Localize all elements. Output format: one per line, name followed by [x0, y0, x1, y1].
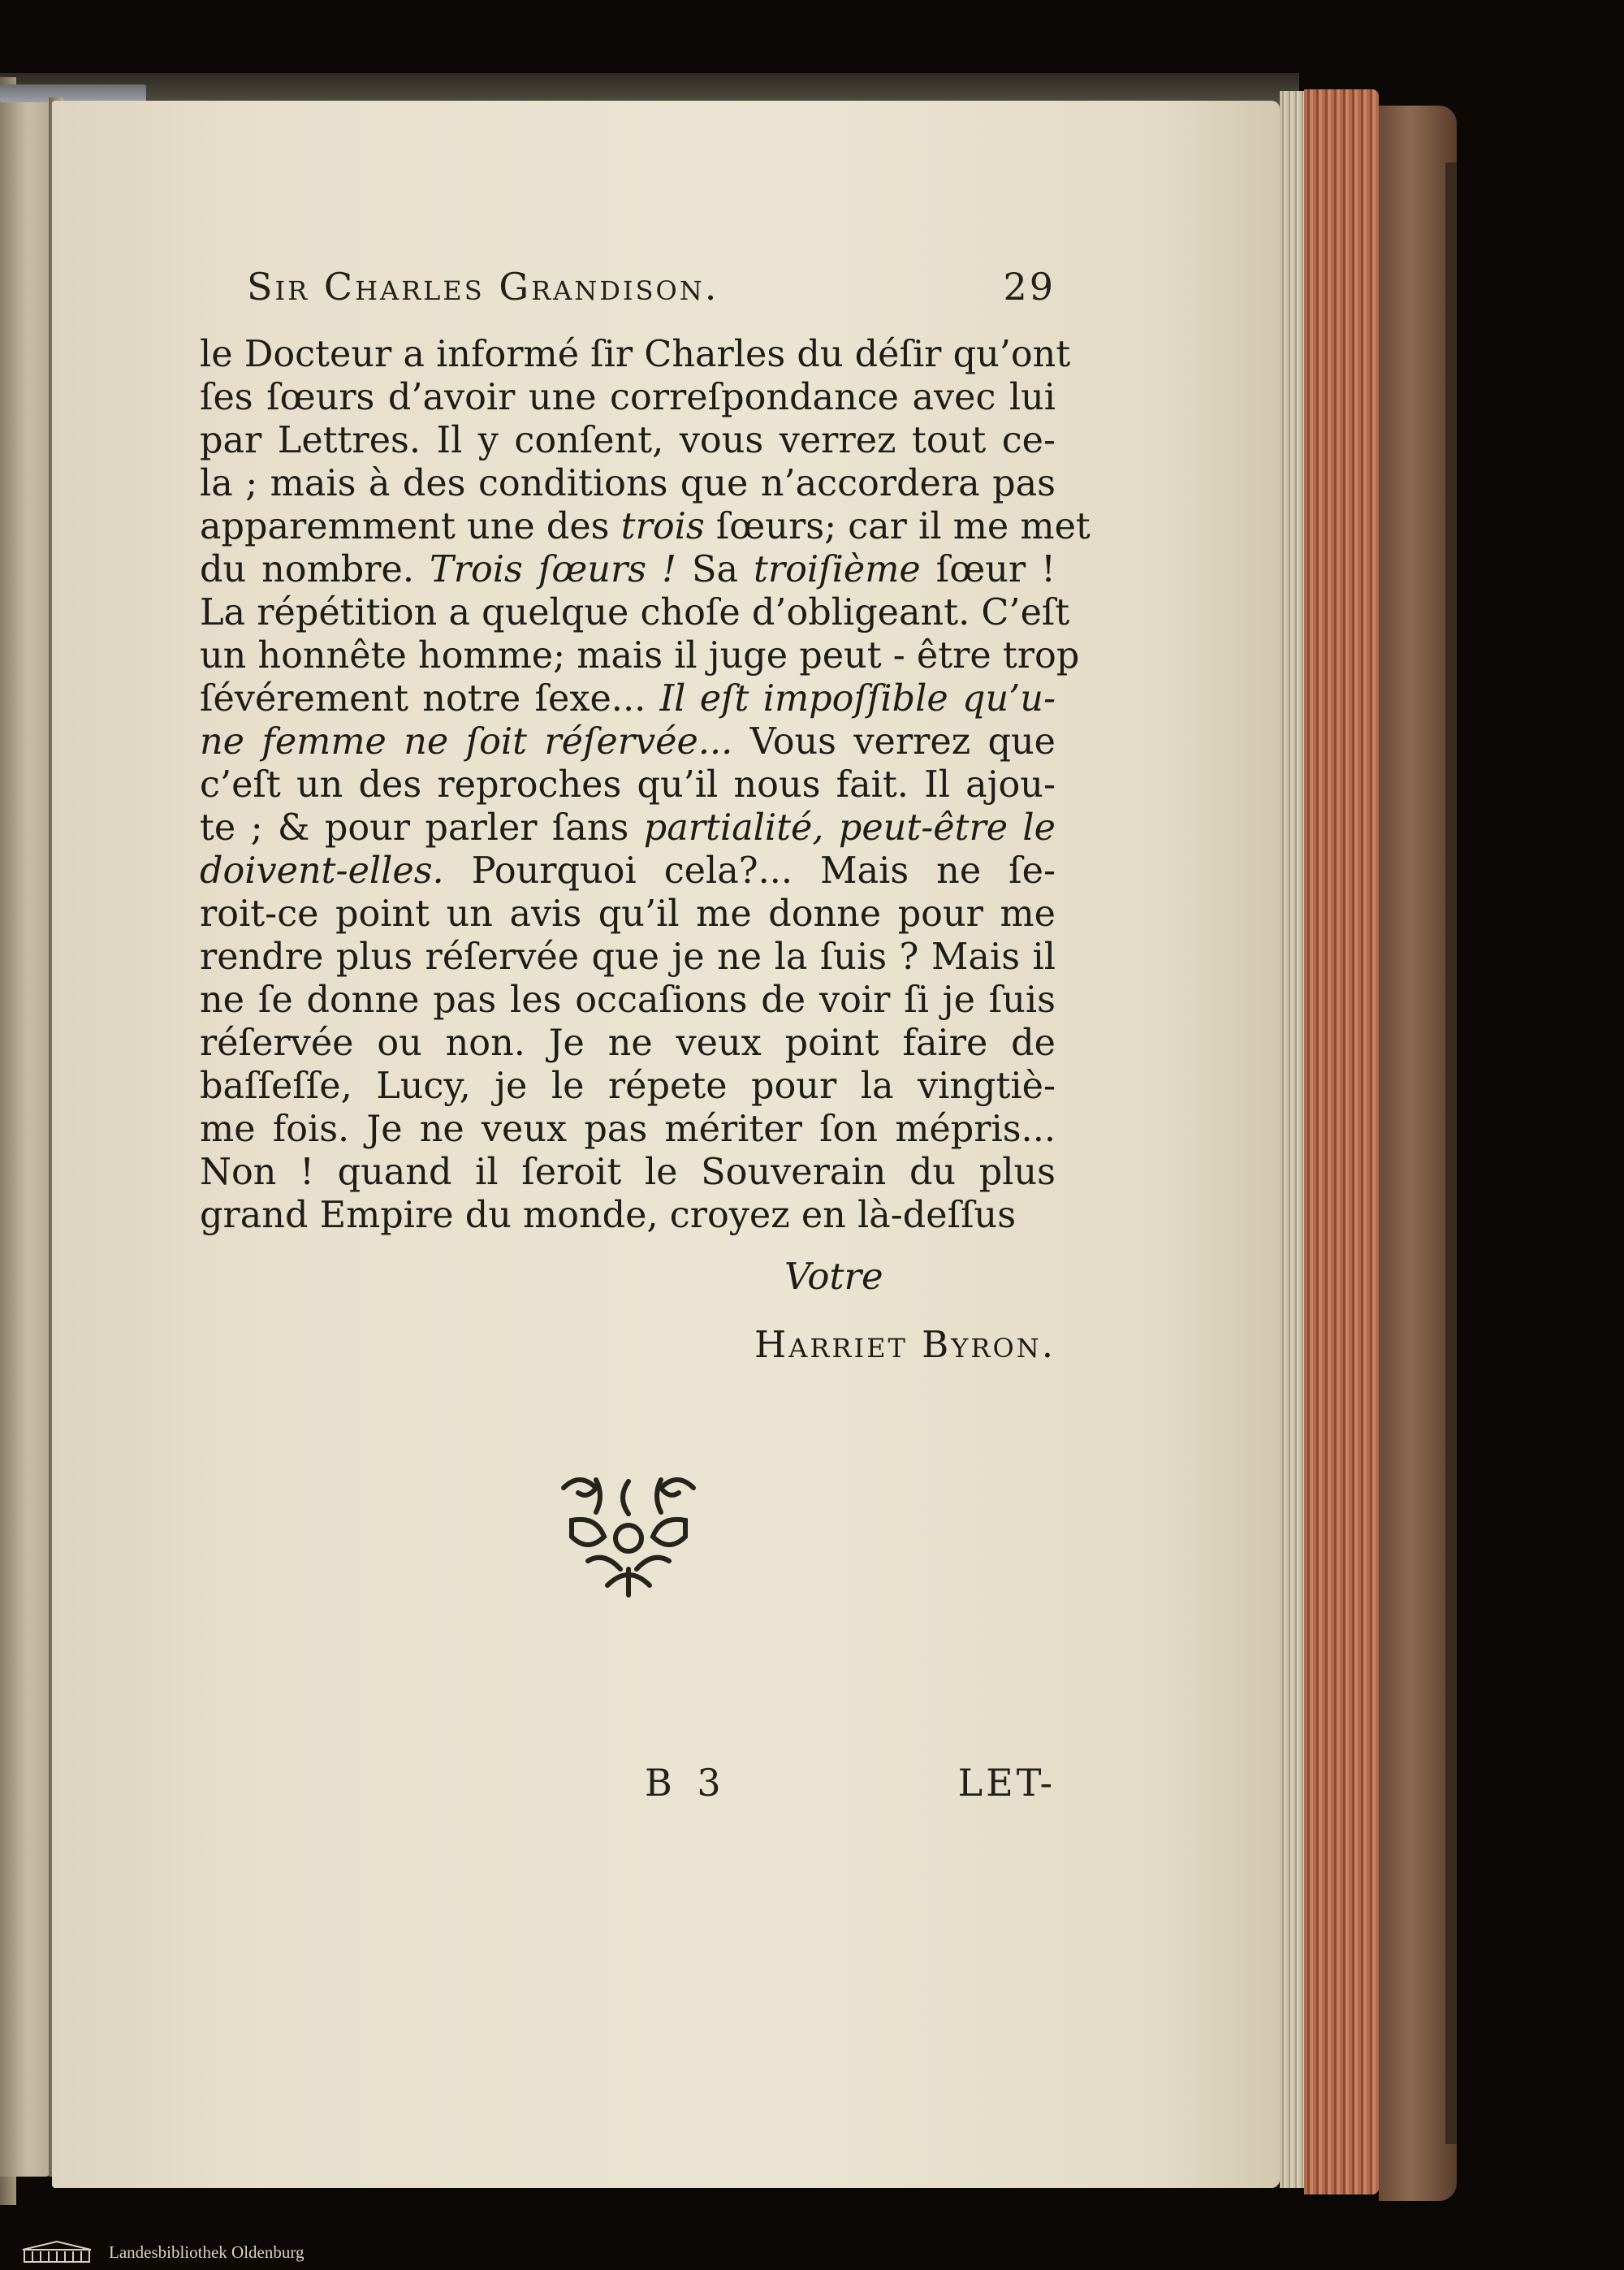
- body-line: doivent-elles. Pourquoi cela?... Mais ne ſe-: [200, 850, 1056, 892]
- running-head: [247, 265, 1056, 322]
- body-line: c’eſt un des reproches qu’il nous fait. Il ajou-: [200, 764, 1056, 806]
- body-line: ſes ſœurs d’avoir une correſpondance avec lui: [200, 377, 1056, 418]
- page-clip: [0, 84, 146, 102]
- page-footer: [200, 1761, 1056, 1818]
- signature-name: Harriet Byron.: [754, 1323, 1056, 1366]
- body-line: roit-ce point un avis qu’il me donne pour me: [200, 893, 1056, 935]
- body-line: baſſeſſe, Lucy, je le répete pour la vingtiè-: [200, 1066, 1056, 1107]
- page-block-edge: [1280, 91, 1304, 2188]
- body-line: me fois. Je ne veux pas mériter ſon mépris...: [200, 1109, 1056, 1150]
- library-building-icon: [19, 2240, 94, 2264]
- body-line: rendre plus réſervée que je ne la ſuis ? Mais il: [200, 936, 1056, 978]
- cover-spine-shadow: [1445, 162, 1457, 2144]
- body-line: un honnête homme; mais il juge peut - être trop: [200, 635, 1080, 677]
- body-line: Non ! quand il ſeroit le Souverain du plus: [200, 1152, 1056, 1193]
- body-line: te ; & pour parler ſans partialité, peut-être le: [200, 807, 1056, 849]
- body-line: le Docteur a informé ſir Charles du déſir qu’ont: [200, 334, 1071, 375]
- body-line: du nombre. Trois ſœurs ! Sa troiſième ſœur !: [200, 549, 1056, 590]
- body-line: ſévérement notre ſexe... Il eſt impoſſible qu’u-: [200, 678, 1056, 720]
- valediction: Votre: [784, 1255, 883, 1298]
- signature-mark: B 3: [645, 1761, 728, 1805]
- body-line: ne femme ne ſoit réſervée... Vous verrez que: [200, 721, 1056, 763]
- body-line: apparemment une des trois ſœurs; car il me met: [200, 506, 1091, 547]
- body-line: La répétition a quelque choſe d’obligeant. C’eſt: [200, 592, 1070, 633]
- left-page-sliver: [0, 97, 50, 2177]
- running-head-title: Sir Charles Grandison.: [247, 265, 719, 309]
- catchword: LET-: [957, 1761, 1056, 1805]
- page-number: 29: [1003, 265, 1056, 309]
- body-line: par Lettres. Il y conſent, vous verrez tout ce-: [200, 420, 1056, 461]
- library-footer-bar: [0, 2233, 1624, 2270]
- body-line: réſervée ou non. Je ne veux point faire de: [200, 1023, 1056, 1064]
- body-line: grand Empire du monde, croyez en là-deſſus: [200, 1195, 1017, 1236]
- library-name: Landesbibliothek Oldenburg: [109, 2242, 304, 2262]
- red-page-edges: [1304, 89, 1379, 2194]
- body-line: ne ſe donne pas les occaſions de voir ſi je ſuis: [200, 979, 1056, 1021]
- letter-body-text: [200, 333, 1091, 1237]
- body-line: la ; mais à des conditions que n’accordera pas: [200, 463, 1056, 504]
- printers-ornament-icon: [539, 1464, 718, 1610]
